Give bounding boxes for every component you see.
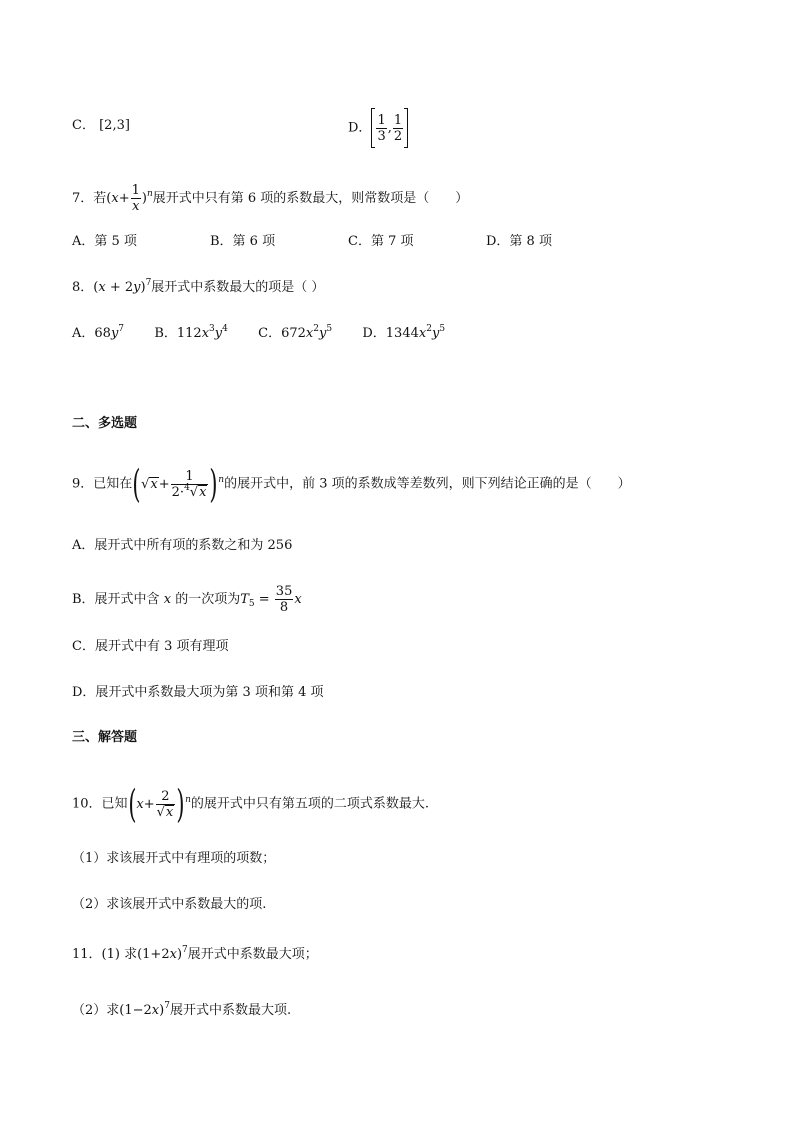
q6-option-c: C． [2,3] xyxy=(72,118,130,133)
q8-expression: $(x + 2y)^7$ xyxy=(93,278,152,295)
question-8: 8．$(x + 2y)^7$展开式中系数最大的项是（ ） xyxy=(72,278,325,295)
question-9: 9．已知在(√x+ $\frac{1}{2\cdot^4√x}$ )$^n$的展开式中，前 3 项的系数成等差数列，则下列结论正确的是（ ） xyxy=(72,462,631,506)
q8-option-d: D．$1344x^2y^5$ xyxy=(362,324,446,341)
q9-expression: (√x+ $\frac{1}{2\cdot^4√x}$ )$^n$ xyxy=(132,462,225,506)
section-3-heading: 三、解答题 xyxy=(72,730,138,745)
q7-option-a: A．第 5 项 xyxy=(72,234,137,249)
q7-option-c: C．第 7 项 xyxy=(348,234,414,249)
q7-expression: (x+ $\frac{1}{x}$ )$^n$ xyxy=(106,183,153,214)
q10-part-2: （2）求该展开式中系数最大的项. xyxy=(72,897,267,912)
q9-option-c: C．展开式中有 3 项有理项 xyxy=(72,639,229,654)
q7-option-b: B．第 6 项 xyxy=(210,234,276,249)
q10-expression: (x+ $\frac{2}{√x}$ )$^n$ xyxy=(127,782,191,826)
q8-option-a: A．$68y^7$ xyxy=(72,324,125,341)
q9-option-d: D．展开式中系数最大项为第 3 项和第 4 项 xyxy=(72,685,324,700)
q9-option-b: B．展开式中含 x 的一次项为$T_5$ = $\frac{35}{8}$ x xyxy=(72,584,302,615)
q7-option-d: D．第 8 项 xyxy=(486,234,552,249)
question-11-part-2: （2）求$(1-2x)^7$展开式中系数最大项. xyxy=(72,1001,292,1018)
question-7: 7．若(x+ $\frac{1}{x}$ )$^n$展开式中只有第 6 项的系数最大，则常数项是（ ） xyxy=(72,183,469,214)
q6-option-d: D． $\frac{1}{3}$ , $\frac{1}{2}$ xyxy=(348,108,408,148)
q10-part-1: （1）求该展开式中有理项的项数； xyxy=(72,851,276,866)
question-11-part-1: 11．(1) 求$(1+2x)^7$展开式中系数最大项； xyxy=(72,945,318,962)
q8-option-c: C．$672x^2y^5$ xyxy=(258,324,333,341)
question-10: 10．已知(x+ $\frac{2}{√x}$ )$^n$的展开式中只有第五项的二项式系数最大. xyxy=(72,782,430,826)
q9-option-a: A．展开式中所有项的系数之和为 256 xyxy=(72,538,293,553)
section-2-heading: 二、多选题 xyxy=(72,416,138,431)
q8-options xyxy=(72,324,445,344)
q8-option-b: B．$112x^3y^4$ xyxy=(154,324,228,341)
